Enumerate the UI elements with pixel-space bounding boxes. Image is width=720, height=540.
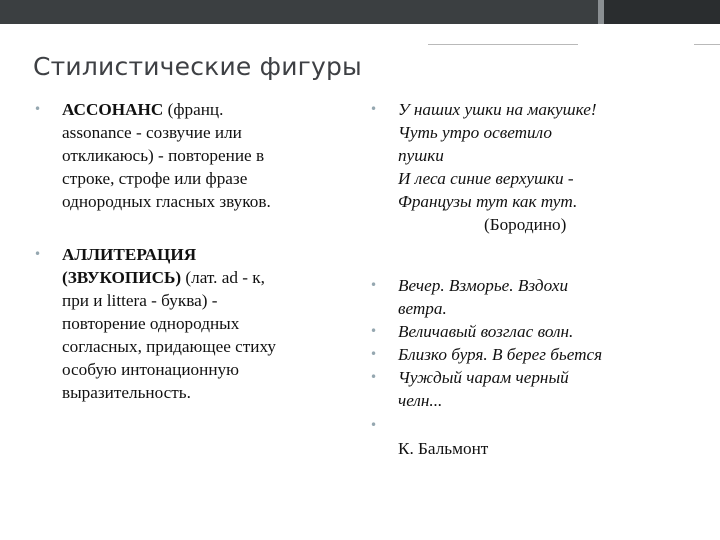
right-column (370, 98, 710, 460)
term-origin: (франц. (163, 100, 224, 119)
definition-line: выразительность. (62, 383, 191, 402)
top-decorative-bar (0, 0, 720, 24)
term-label: АЛЛИТЕРАЦИЯ (62, 245, 197, 264)
divider-line (694, 44, 720, 45)
poem-line-item (370, 274, 710, 320)
definition-line: особую интонационную (62, 360, 239, 379)
bullet-icon: • (370, 347, 378, 361)
term-label: (ЗВУКОПИСЬ) (62, 268, 182, 287)
definition-line: согласных, придающее стиху (62, 337, 277, 356)
term-label: АССОНАНС (62, 100, 164, 119)
poem-line: Французы тут как тут. (398, 192, 578, 211)
definition-line: при и littera - буква) - (62, 291, 218, 310)
definition-line: повторение однородных (62, 314, 240, 333)
left-column (34, 98, 354, 404)
poem-line-item (370, 320, 710, 343)
definition-line: assonance - созвучие или (62, 123, 242, 142)
poem-balmont (370, 274, 710, 460)
list-item-alliteration (34, 243, 354, 404)
top-bar-dark-segment (604, 0, 720, 24)
definition-line: однородных гласных звуков. (62, 192, 271, 211)
poem-line: Величавый возглас волн. (398, 322, 574, 341)
poem-line-item (370, 343, 710, 366)
definition-first-line (62, 98, 354, 121)
poem-line: Чуть утро осветило (398, 123, 552, 142)
list-item-assonance (34, 98, 354, 213)
poem-line-item (370, 366, 710, 412)
slide-title: Стилистические фигуры (33, 52, 362, 81)
poem-line: ветра. (398, 299, 447, 318)
poem-line: Близко буря. В берег бьется (398, 345, 603, 364)
bullet-icon: • (34, 102, 42, 116)
poem-line: пушки (398, 146, 444, 165)
poem-borodino (370, 98, 710, 236)
term-origin: (лат. ad - к, (181, 268, 265, 287)
bullet-icon: • (370, 278, 378, 292)
definition-line: строке, строфе или фразе (62, 169, 248, 188)
definition-line: откликаюсь) - повторение в (62, 146, 265, 165)
bullet-icon: • (370, 324, 378, 338)
poem-line: челн... (398, 391, 443, 410)
divider-line (428, 44, 578, 45)
poem-line: И леса синие верхушки - (398, 169, 574, 188)
poem-author: К. Бальмонт (398, 439, 489, 458)
bullet-icon: • (34, 247, 42, 261)
poem-line: У наших ушки на макушке! (398, 100, 597, 119)
poem-line: Вечер. Взморье. Вздохи (398, 276, 569, 295)
poem-line: Чуждый чарам черный (398, 368, 569, 387)
bullet-icon: • (370, 418, 378, 432)
poem-source: (Бородино) (484, 215, 567, 234)
bullet-icon: • (370, 370, 378, 384)
poem-author-item (370, 414, 710, 460)
definition-first-line (62, 266, 354, 289)
bullet-icon: • (370, 102, 378, 116)
empty-line (398, 414, 710, 437)
